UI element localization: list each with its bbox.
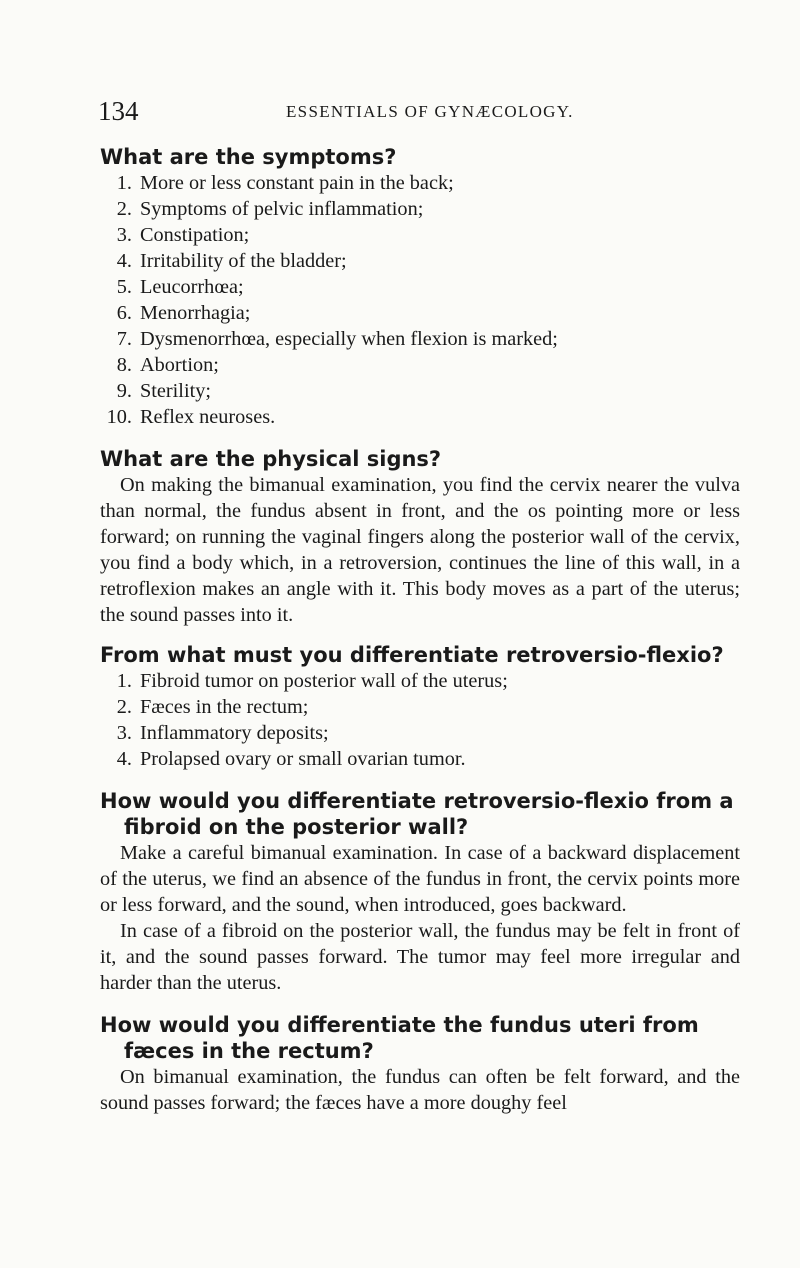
list-item: [100, 300, 740, 326]
list-item: [100, 404, 740, 430]
item-number: 2.: [116, 198, 132, 220]
question-physical-signs: What are the physical signs?: [100, 447, 442, 471]
running-title: ESSENTIALS OF GYNÆCOLOGY.: [286, 102, 574, 121]
item-text: More or less constant pain in the back;: [140, 172, 454, 194]
item-text: Irritability of the bladder;: [140, 250, 347, 272]
item-number: 1.: [116, 172, 132, 194]
item-number: 4.: [116, 748, 132, 770]
page-content: [100, 144, 740, 1116]
item-text: Fæces in the rectum;: [140, 696, 309, 718]
list-item: [100, 720, 740, 746]
item-text: Prolapsed ovary or small ovarian tumor.: [140, 748, 466, 770]
answer-fibroid-1: Make a careful bimanual examination. In case of a backward displacement of the uterus, we find an absence of the fundus in front, the cervix points more or less forward, and the sound, when introduced, goes backward.: [100, 842, 740, 916]
item-number: 9.: [116, 380, 132, 402]
item-text: Reflex neuroses.: [140, 406, 276, 428]
list-item: [100, 352, 740, 378]
running-head: [98, 96, 740, 130]
list-item: [100, 248, 740, 274]
list-item: [100, 196, 740, 222]
list-item: [100, 746, 740, 772]
symptoms-list: [100, 170, 740, 430]
item-number: 2.: [116, 696, 132, 718]
item-text: Fibroid tumor on posterior wall of the uterus;: [140, 670, 508, 692]
item-number: 4.: [116, 250, 132, 272]
page-number: 134: [98, 96, 139, 126]
question-differentiate: From what must you differentiate retroversio-flexio?: [100, 643, 724, 667]
question-fibroid: How would you differentiate retroversio-flexio from a fibroid on the posterior wall?: [100, 789, 734, 839]
question-faeces: How would you differentiate the fundus uteri from fæces in the rectum?: [100, 1013, 699, 1063]
differentiate-list: [100, 668, 740, 772]
item-text: Symptoms of pelvic inflammation;: [140, 198, 424, 220]
list-item: [100, 378, 740, 404]
item-number: 3.: [116, 722, 132, 744]
item-number: 1.: [116, 670, 132, 692]
item-number: 8.: [116, 354, 132, 376]
item-text: Leucorrhœa;: [140, 276, 244, 298]
item-number: 5.: [116, 276, 132, 298]
answer-fibroid-2: In case of a fibroid on the posterior wall, the fundus may be felt in front of it, and the sound passes forward. The tumor may feel more irregular and harder than the uterus.: [100, 920, 740, 994]
answer-faeces: On bimanual examination, the fundus can often be felt forward, and the sound passes forward; the fæces have a more doughy feel: [100, 1066, 740, 1114]
item-number: 10.: [106, 406, 132, 428]
item-number: 6.: [116, 302, 132, 324]
list-item: [100, 694, 740, 720]
item-number: 7.: [116, 328, 132, 350]
list-item: [100, 326, 740, 352]
item-text: Constipation;: [140, 224, 250, 246]
list-item: [100, 668, 740, 694]
item-text: Inflammatory deposits;: [140, 722, 329, 744]
question-symptoms: What are the symptoms?: [100, 145, 397, 169]
list-item: [100, 170, 740, 196]
item-text: Menorrhagia;: [140, 302, 251, 324]
list-item: [100, 222, 740, 248]
list-item: [100, 274, 740, 300]
item-text: Dysmenorrhœa, especially when flexion is marked;: [140, 328, 558, 350]
answer-physical-signs: On making the bimanual examination, you find the cervix nearer the vulva than normal, the fundus absent in front, and the os pointing more or less forward; on running the vaginal fingers along the posterior wall of the cervix, you find a body which, in a retroversion, continues the line of this wall, in a retroflexion makes an angle with it. This body moves as a part of the uterus; the sound passes into it.: [100, 474, 740, 626]
item-number: 3.: [116, 224, 132, 246]
item-text: Abortion;: [140, 354, 219, 376]
item-text: Sterility;: [140, 380, 211, 402]
